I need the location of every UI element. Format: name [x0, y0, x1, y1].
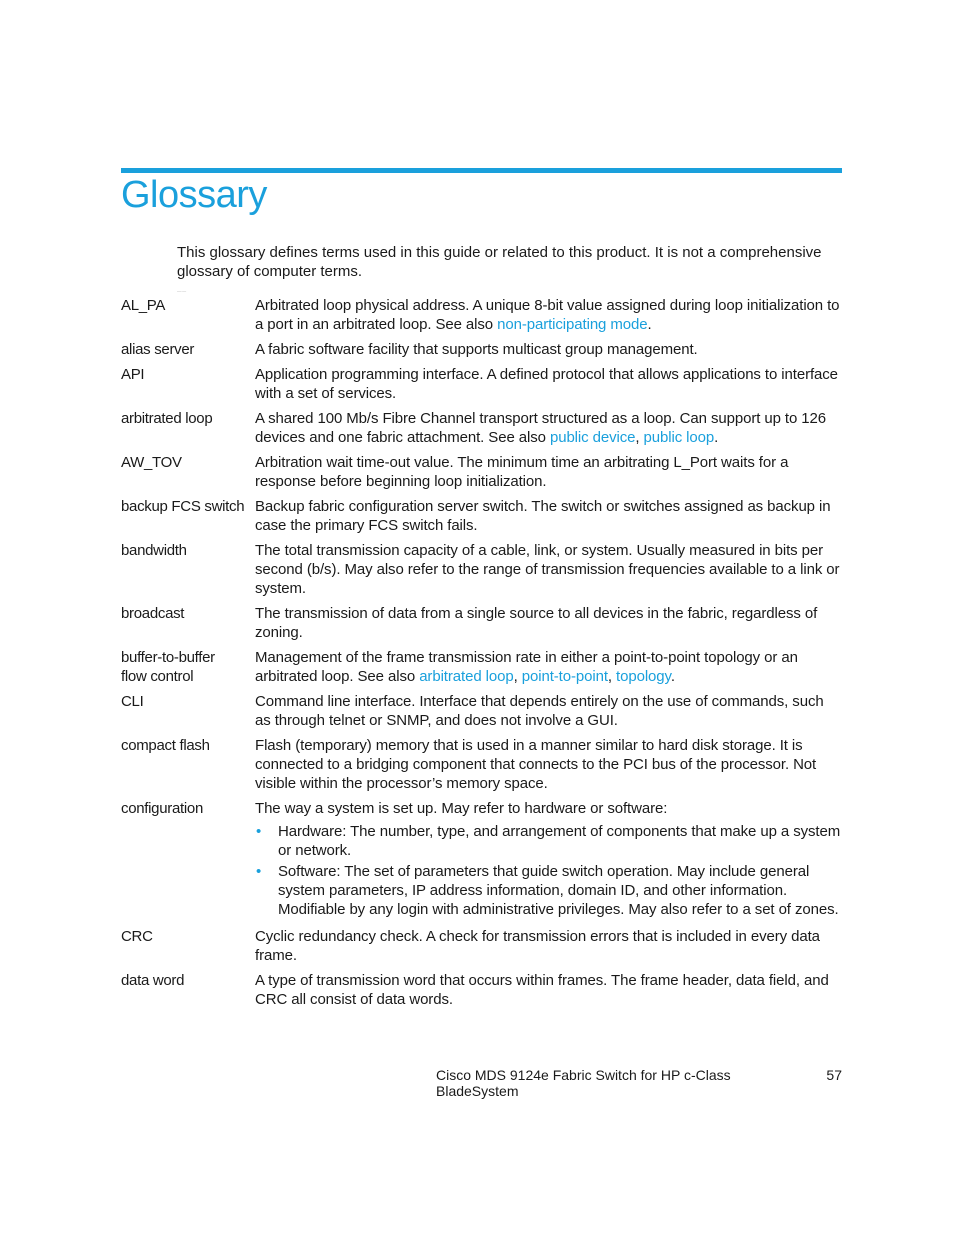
glossary-definition [255, 541, 842, 598]
bullet-item [255, 862, 842, 919]
definition-fragment: Application programming interface. A defined protocol that allows applications to interface with a set of services. [255, 366, 838, 402]
footer-page-number: 57 [826, 1067, 842, 1083]
glossary-entry [121, 971, 842, 1009]
glossary-entry [121, 927, 842, 965]
definition-text [255, 692, 842, 730]
definition-text [255, 497, 842, 535]
tiny-mark: —.— [177, 288, 187, 293]
glossary-term: arbitrated loop [121, 410, 213, 427]
glossary-entry [121, 692, 842, 730]
glossary-entry [121, 453, 842, 491]
definition-fragment: . [714, 429, 719, 446]
glossary-term: AL_PA [121, 297, 166, 314]
definition-fragment: . [670, 668, 675, 685]
definition-text [255, 736, 842, 793]
glossary-entry [121, 296, 842, 334]
glossary-entry [121, 497, 842, 535]
definition-text [255, 648, 842, 686]
definition-fragment: A fabric software facility that supports multicast group management. [255, 341, 698, 358]
glossary-definition [255, 604, 842, 642]
definition-text [255, 453, 842, 491]
glossary-entry [121, 365, 842, 403]
definition-fragment: Arbitration wait time-out value. The minimum time an arbitrating L_Port waits for a response before beginning loop initialization. [255, 454, 789, 490]
bullet-icon: • [256, 823, 262, 840]
bullet-list [255, 822, 842, 919]
glossary-term: broadcast [121, 605, 185, 622]
glossary-term: CRC [121, 928, 153, 945]
glossary-term: backup FCS switch [121, 498, 245, 515]
glossary-definition [255, 497, 842, 535]
glossary-definition [255, 927, 842, 965]
glossary-definition [255, 409, 842, 447]
definition-text [255, 971, 842, 1009]
definition-fragment: Flash (temporary) memory that is used in a manner similar to hard disk storage. It is connected to a bridging component that connects to the PCI bus of the processor. Not visible within the processor’s memory space. [255, 737, 817, 792]
glossary-term: configuration [121, 800, 203, 817]
glossary-term: CLI [121, 693, 144, 710]
definition-fragment: Management of the frame transmission rate in either a point-to-point topology or an arbitrated loop. See also [255, 649, 798, 685]
cross-reference-link[interactable]: public device [549, 429, 636, 446]
page-footer [436, 1067, 842, 1099]
glossary-entry [121, 409, 842, 447]
definition-fragment: The way a system is set up. May refer to hardware or software: [255, 800, 668, 817]
definition-fragment: Command line interface. Interface that depends entirely on the use of commands, such as through telnet or SNMP, and does not involve a GUI. [255, 693, 824, 729]
definition-fragment: Arbitrated loop physical address. A unique 8-bit value assigned during loop initialization to a port in an arbitrated loop. See also [255, 297, 840, 333]
glossary-term: alias server [121, 341, 195, 358]
cross-reference-link[interactable]: point-to-point [521, 668, 608, 685]
definition-text [255, 927, 842, 965]
cross-reference-link[interactable]: topology [616, 668, 671, 685]
glossary-entry [121, 736, 842, 793]
glossary-definition [255, 296, 842, 334]
cross-reference-link[interactable]: public loop [643, 429, 715, 446]
definition-fragment: , [513, 668, 522, 685]
glossary-term: buffer-to-buffer flow control [121, 649, 215, 685]
glossary-term: compact flash [121, 737, 210, 754]
bullet-text: Hardware: The number, type, and arrangement of components that make up a system or network. [278, 823, 841, 859]
bullet-item [255, 822, 842, 860]
glossary-definition [255, 648, 842, 686]
definition-fragment: Cyclic redundancy check. A check for transmission errors that is included in every data frame. [255, 928, 820, 964]
cross-reference-link[interactable]: non-participating mode [497, 316, 648, 333]
glossary-entry [121, 604, 842, 642]
glossary-entry [121, 648, 842, 686]
glossary-definition [255, 736, 842, 793]
glossary-definition [255, 453, 842, 491]
definition-text [255, 340, 842, 359]
glossary-definition [255, 365, 842, 403]
definition-fragment: , [607, 668, 617, 685]
glossary-definition [255, 692, 842, 730]
glossary-term: API [121, 366, 145, 383]
glossary-entry [121, 340, 842, 359]
intro-paragraph: This glossary defines terms used in this guide or related to this product. It is not a comprehensive glossary of computer terms. [177, 244, 822, 280]
glossary-definition [255, 799, 842, 921]
glossary-list [121, 296, 842, 1015]
glossary-entry [121, 799, 842, 921]
footer-doc-title: Cisco MDS 9124e Fabric Switch for HP c-Class BladeSystem [436, 1067, 731, 1099]
glossary-entry [121, 541, 842, 598]
glossary-term: AW_TOV [121, 454, 182, 471]
definition-fragment: The total transmission capacity of a cable, link, or system. Usually measured in bits per second (b/s). May also refer to the range of transmission frequencies available to a link or system. [255, 542, 840, 597]
definition-text [255, 604, 842, 642]
page-title: Glossary [121, 174, 267, 216]
glossary-definition [255, 340, 842, 359]
definition-fragment: Backup fabric configuration server switch. The switch or switches assigned as backup in case the primary FCS switch fails. [255, 498, 831, 534]
definition-text [255, 296, 842, 334]
definition-fragment: A shared 100 Mb/s Fibre Channel transport structured as a loop. Can support up to 126 devices and one fabric attachment. See also [255, 410, 827, 446]
definition-text [255, 409, 842, 447]
definition-fragment: A type of transmission word that occurs within frames. The frame header, data field, and CRC all consist of data words. [255, 972, 829, 1008]
definition-fragment: The transmission of data from a single source to all devices in the fabric, regardless of zoning. [255, 605, 818, 641]
bullet-text: Software: The set of parameters that guide switch operation. May include general system parameters, IP address information, domain ID, and other information. Modifiable by any login with administrative privileges. May also refer to a set of zones. [278, 863, 839, 918]
definition-fragment: . [647, 316, 652, 333]
definition-fragment: , [635, 429, 644, 446]
glossary-definition [255, 971, 842, 1009]
cross-reference-link[interactable]: arbitrated loop [419, 668, 514, 685]
glossary-term: data word [121, 972, 185, 989]
definition-text [255, 799, 842, 818]
title-rule [121, 168, 842, 173]
definition-text [255, 541, 842, 598]
bullet-icon: • [256, 863, 262, 880]
glossary-term: bandwidth [121, 542, 187, 559]
definition-text [255, 365, 842, 403]
